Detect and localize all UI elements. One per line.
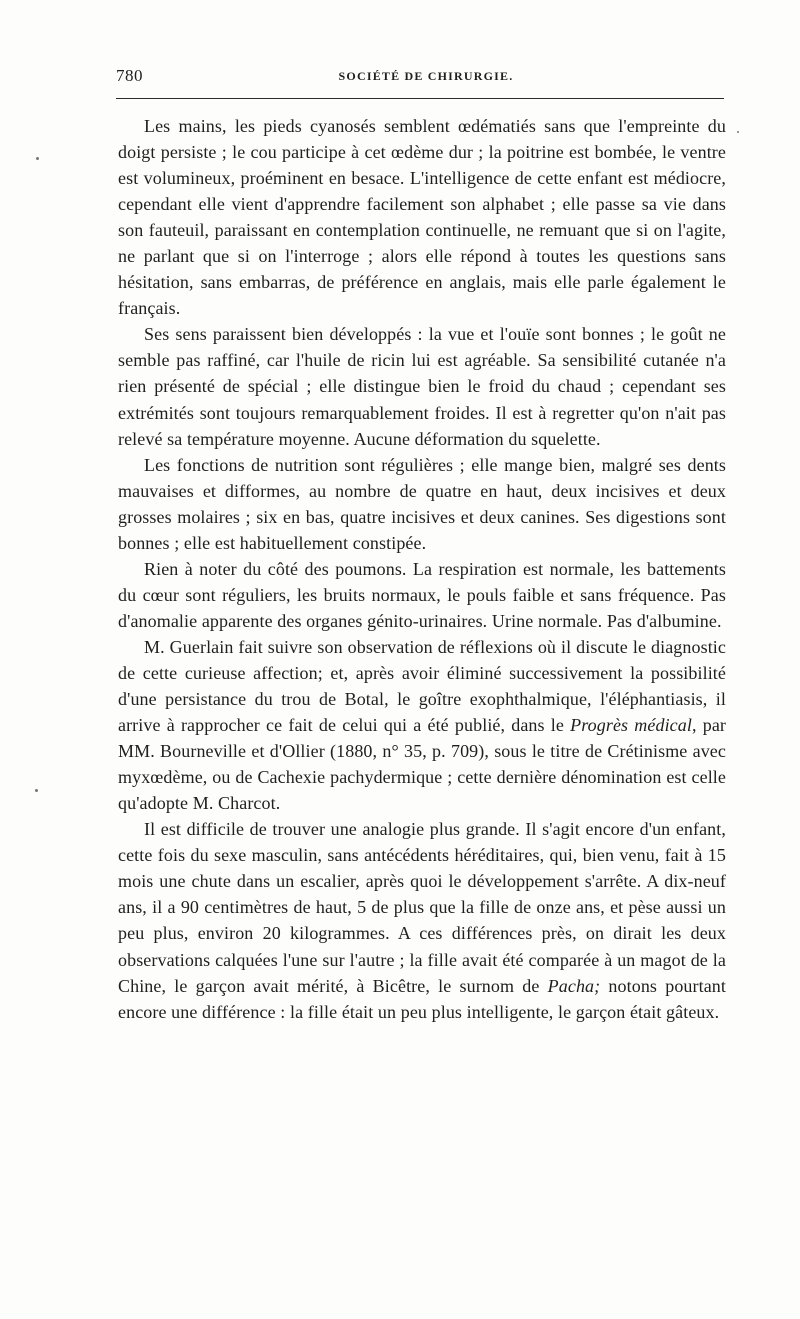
paragraph-6	[118, 816, 726, 1024]
page-number: 780	[116, 66, 143, 85]
paragraph-1: Les mains, les pieds cyanosés semblent œdématiés sans que l'empreinte du doigt persiste ; le cou participe à cet œdème dur ; la poitrine est bombée, le ventre est volumineux, proéminent en besace. L'intelligence de cette enfant est médiocre, cependant elle vient d'apprendre facilement son alphabet ; elle passe sa vie dans son fauteuil, paraissant en contemplation continuelle, ne remuant que si on l'agite, ne parlant que si on l'interroge ; alors elle répond à toutes les questions sans hésitation, sans embarras, de préférence en anglais, mais elle parle également le français.	[118, 116, 726, 319]
paragraph-3: Les fonctions de nutrition sont régulières ; elle mange bien, malgré ses dents mauvaises et difformes, au nombre de quatre en haut, deux incisives et deux grosses molaires ; six en bas, quatre incisives et deux canines. Ses digestions sont bonnes ; elle est habituellement constipée.	[118, 454, 726, 553]
paragraph-2: Ses sens paraissent bien développés : la vue et l'ouïe sont bonnes ; le goût ne semble pas raffiné, car l'huile de ricin lui est agréable. Sa sensibilité cutanée n'a rien présenté de spécial ; elle distingue bien le froid du chaud ; cependant ses extrémités sont toujours remarquablement froides. Il est à regretter qu'on n'ait pas relevé sa température moyenne. Aucune déformation du squelette.	[118, 324, 726, 449]
nickname: Pacha;	[547, 975, 601, 996]
header-rule	[116, 98, 724, 99]
margin-speck	[36, 157, 39, 160]
paragraph-6-text-a: Il est difficile de trouver une analogie plus grande. Il s'agit encore d'un enfant, cette fois du sexe masculin, sans antécédents héréditaires, qui, bien venu, fait à 15 mois une chute dans un escalier, après quoi le développement s'arrête. A dix-neuf ans, il a 90 centimètres de haut, 5 de plus que la fille de onze ans, et pèse aussi un peu plus, environ 20 kilogrammes. A ces différences près, on dirait les deux observations calquées l'une sur l'autre ; la fille avait été comparée à un magot de la Chine, le garçon avait mérité, à Bicêtre, le surnom de	[118, 819, 726, 996]
paragraph-5-text-a: M. Guerlain fait suivre son observation de réflexions où il discute le diagnostic de cette curieuse affection; et, après avoir éliminé successivement la possibilité d'une persistance du trou de Botal, le goître exophthalmique, l'éléphantiasis, il arrive à rapprocher ce fait de celui qui a été publié, dans le	[118, 636, 726, 736]
paragraph-6-text-b: notons pourtant encore une différence : la fille était un peu plus intelligente, le garçon était gâteux.	[118, 975, 726, 1022]
margin-speck	[35, 789, 38, 792]
journal-title: Progrès médical	[570, 715, 692, 736]
paragraph-5-text-b: , par MM. Bourneville et d'Ollier (1880, n° 35, p. 709), sous le titre de Crétinisme avec myxœdème, ou de Cachexie pachydermique ; cette dernière dénomination est celle qu'adopte M. Charcot.	[118, 715, 727, 814]
body-text	[118, 113, 726, 1025]
paragraph-4: Rien à noter du côté des poumons. La respiration est normale, les battements du cœur sont réguliers, les bruits normaux, le pouls faible et sans fréquence. Pas d'anomalie apparente des organes génito-urinaires. Urine normale. Pas d'albumine.	[118, 558, 726, 631]
running-head	[116, 62, 725, 90]
paragraph-5	[118, 634, 726, 816]
margin-speck	[737, 131, 739, 133]
running-title: SOCIÉTÉ DE CHIRURGIE.	[338, 69, 514, 83]
